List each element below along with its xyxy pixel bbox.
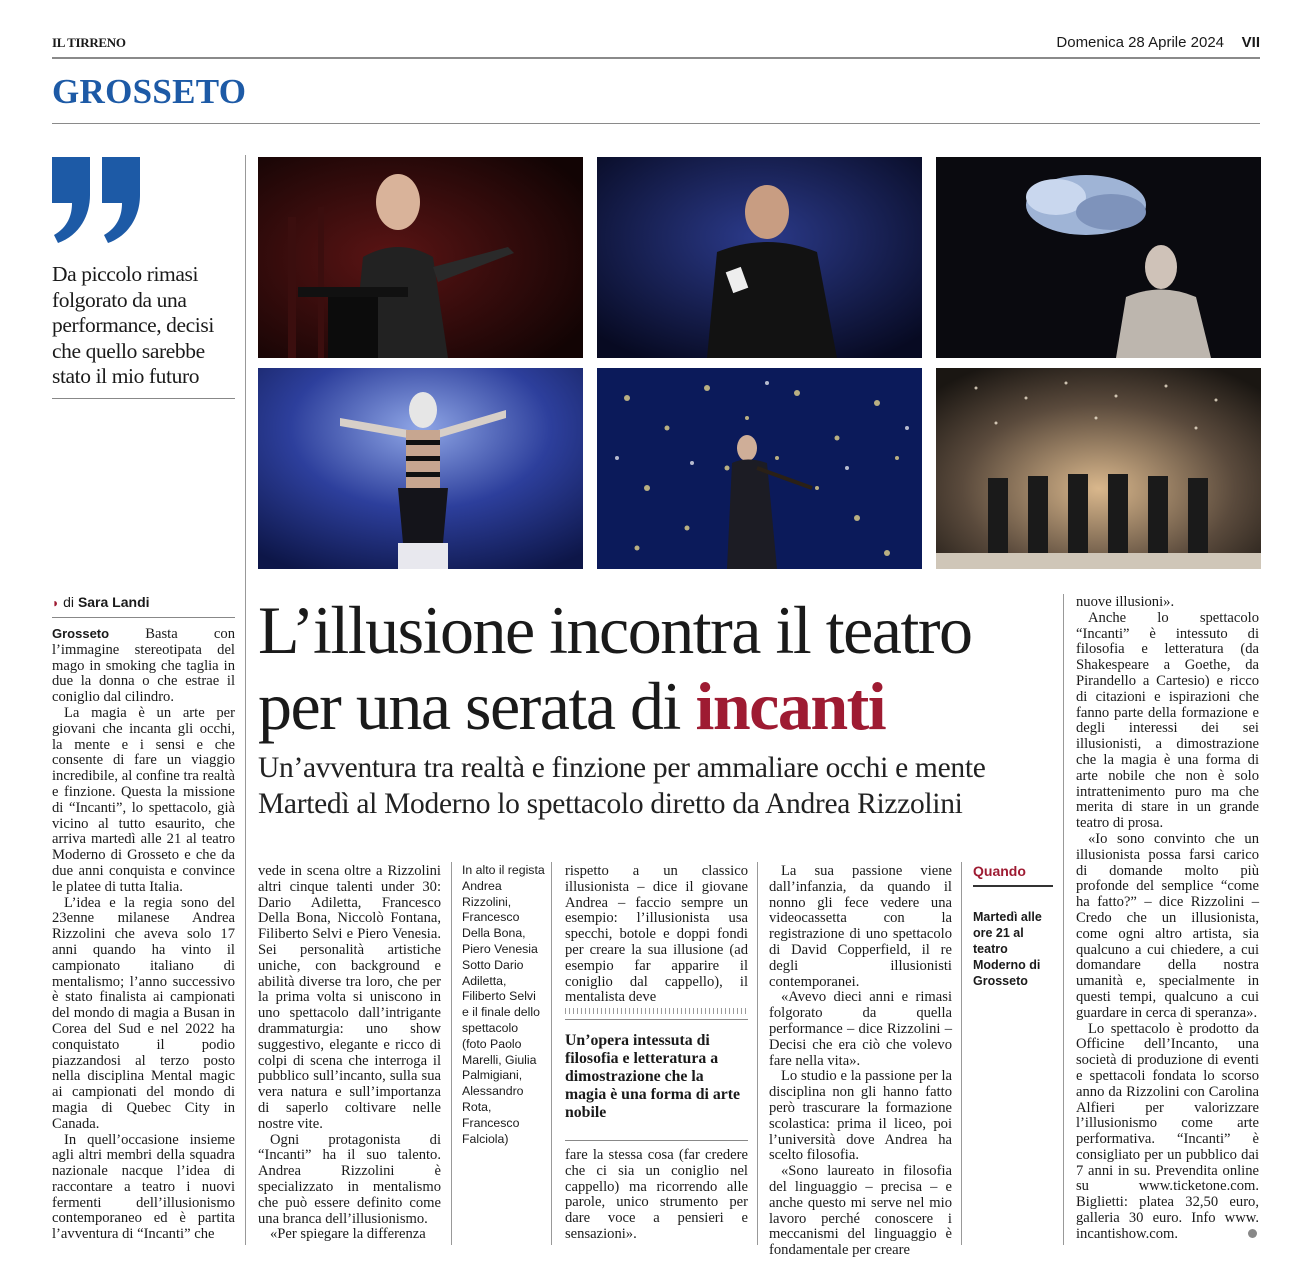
section-title: GROSSETO bbox=[52, 72, 247, 111]
subhead-divider bbox=[565, 1008, 748, 1014]
column-divider bbox=[551, 862, 552, 1245]
paragraph: rispetto a un classico illusionista – dice il giovane Andrea – faccio sempre un esempio: l’illusionista usa specchi, botole e doppi fondi per creare la sua illusione (ad esempio far apparire il coniglio dal cappello), il mentalista deve bbox=[565, 863, 748, 1006]
pull-quote: Da piccolo rimasi folgorato da una performance, decisi che quello sarebbe stato il mio futuro bbox=[52, 262, 214, 388]
byline-prefix: di bbox=[63, 594, 75, 610]
dateline: Grosseto bbox=[52, 626, 110, 641]
article-column-5 bbox=[1076, 595, 1259, 1243]
paragraph: «Per spiegare la differenza bbox=[270, 1226, 426, 1243]
paragraph: Ogni protagonista di “Incanti” ha il suo talento. Andrea Rizzolini è specializzato in mentalismo che può essere definito come una branca dell’illusionismo. bbox=[258, 1131, 441, 1227]
paragraph: La sua passione viene dall’infanzia, da quando il nonno gli fece vedere una videocassetta con la registrazione di uno spettacolo di David Copperfield, il re degli illusionisti contemporanei. bbox=[769, 863, 952, 990]
column-divider bbox=[1063, 594, 1064, 1245]
paragraph: fare la stessa cosa (far credere che ci sia un coniglio nel cappello) ma ricorrendo alle parole, unico strumento per dare voce a pensieri e sensazioni». bbox=[565, 1147, 748, 1242]
headline-line-2-prefix: per una serata di bbox=[258, 668, 696, 744]
paragraph: La magia è un arte per giovani che incanta gli occhi, la mente e i sensi e che consente di fare un viaggio incredibile, al confine tra realtà e finzione. Questa la missione di “Incanti”, lo spettacolo, già vicino al tutto esaurito, che arriva martedì alle 21 al teatro Moderno di Grosseto e che da due anni conquista e convince le platee di tutta Italia. bbox=[52, 704, 235, 895]
paragraph: «Io sono convinto che un illusionista possa farsi carico di domande molto più profonde del semplice “come ha fatto?” – dice Rizzolini – Credo che un illusionista, come ogni altro artista, sia qualcuno a cui chiedere, a cui domandare della nostra umanità e, specialmente in questi tempi, qualcuno a cui guardare in cerca di speranza». bbox=[1076, 830, 1259, 1021]
photo-adiletta bbox=[258, 368, 583, 569]
paragraph: «Sono laureato in filosofia del linguaggio – precisa – e anche questo mi serve nel mio lavoro perché conoscere i meccanismi del linguaggio è fondamentale per creare bbox=[769, 1163, 952, 1259]
paragraph: Basta con l’immagine stereotipata del mago in smoking che taglia in due la donna o che estrae il coniglio dal cilindro. bbox=[52, 626, 235, 706]
article-column-3-continued bbox=[565, 1148, 748, 1243]
headline-accent: incanti bbox=[695, 668, 886, 744]
photo-della-bona bbox=[597, 157, 922, 358]
column-divider bbox=[757, 862, 758, 1245]
page-number: VII bbox=[1241, 34, 1260, 51]
info-box-title: Quando bbox=[973, 863, 1026, 879]
article-column-4 bbox=[769, 864, 952, 1259]
photo-selvi bbox=[597, 368, 922, 569]
photo-rizzolini bbox=[258, 157, 583, 358]
headline-line-1: L’illusione incontra il teatro bbox=[258, 592, 972, 668]
masthead-logo: IL TIRRENO bbox=[52, 35, 126, 50]
section-rule bbox=[52, 123, 1260, 124]
end-of-article-icon bbox=[1248, 1229, 1257, 1238]
paragraph: Lo spettacolo è prodotto da Officine dell’Incanto, una società di produzione di eventi e spettacoli fondata lo scorso anno da Rizzolini con Carolina Alfieri per valorizzare l’illusionismo come arte performativa. “Incanti” è consigliato per un pubblico dai 7 anni in su. Prevendita online su www.ticketone.com. Biglietti: platea 32,50 euro, galleria 30 euro. Info www. incantishow.com. bbox=[1076, 1020, 1259, 1242]
paragraph: nuove illusioni». bbox=[1076, 594, 1175, 610]
deck-line-2: Martedì al Moderno lo spettacolo diretto da Andrea Rizzolini bbox=[258, 788, 963, 820]
subhead-rule bbox=[565, 1140, 748, 1141]
photo-caption: In alto il regista Andrea Rizzolini, Francesco Della Bona, Piero Venesia Sotto Dario Adiletta, Filiberto Selvi e il finale dello spettacolo (foto Paolo Marelli, Giulia Palmigiani, Alessandro Rota, Francesco Falciola) bbox=[462, 863, 545, 1146]
headline-line-2 bbox=[258, 670, 885, 742]
info-box-text: Martedì alle ore 21 al teatro Moderno di Grosseto bbox=[973, 910, 1042, 988]
subhead: Un’opera intessuta di filosofia e letteratura a dimostrazione che la magia è una forma di arte nobile bbox=[565, 1032, 741, 1121]
paragraph: «Avevo dieci anni e rimasi folgorato da quella performance – dice Rizzolini – Decisi che era ciò che volevo fare nella vita». bbox=[769, 989, 952, 1069]
photo-venesia bbox=[936, 157, 1261, 358]
paragraph: Lo studio e la passione per la disciplina non gli hanno fatto però trascurare la formazione scolastica: prima il liceo, poi l’università dove Andrea ha scelto filosofia. bbox=[769, 1068, 952, 1164]
article-column-1 bbox=[52, 626, 235, 1243]
article-column-2 bbox=[258, 864, 441, 1243]
quote-mark-icon bbox=[50, 155, 150, 245]
paragraph: vede in scena oltre a Rizzolini altri cinque talenti under 30: Dario Adiletta, Francesco Della Bona, Niccolò Fontana, Filiberto Selvi e Piero Venesia. Sei personalità artistiche uniche, con background e abilità diverse tra loro, che per la prima volta si uniscono in uno spettacolo dall’intrigante drammaturgia: uno show suggestivo, elegante e ricco di colpi di scena che interroga il pubblico sull’incanto, sulla sua vera natura e sull’importanza di saperlo coltivare nelle nostre vite. bbox=[258, 863, 441, 1132]
column-divider bbox=[245, 155, 246, 1245]
byline-rule bbox=[52, 617, 235, 618]
quote-rule bbox=[52, 398, 235, 399]
paragraph: In quell’occasione insieme agli altri membri della squadra nazionale nacque l’idea di raccontare a teatro i nuovi fermenti dell’illusionismo contemporaneo ed è partita l’avventura di “Incanti” che bbox=[52, 1131, 235, 1243]
deck-line-1: Un’avventura tra realtà e finzione per ammaliare occhi e mente bbox=[258, 752, 986, 784]
column-divider bbox=[451, 862, 452, 1245]
article-column-3 bbox=[565, 864, 748, 1006]
header-rule bbox=[52, 57, 1260, 59]
column-divider bbox=[961, 862, 962, 1245]
byline-author: Sara Landi bbox=[77, 594, 150, 610]
paragraph: Anche lo spettacolo “Incanti” è intessuto di filosofia e letteratura (da Shakespeare a Goethe, da Pirandello a Cartesio) e ricco di citazioni e ispirazioni che fanno parte della formazione e degli interessi dei sei illusionisti, a dimostrazione che la magia è una forma di arte nobile che non è solo intrattenimento puro ma che merita di stare in un grande teatro di prosa. bbox=[1076, 609, 1259, 832]
paragraph: L’idea e la regia sono del 23enne milanese Andrea Rizzolini che aveva solo 17 anni quando ha vinto il campionato italiano di mentalismo; l’anno successivo è stato finalista ai campionati del mondo di magia a Busan in Corea del Sud e nel 2022 ha conquistato il podio piazzandosi al terzo posto nella disciplina Mental magic ai campionati del mondo di magia di Quebec City in Canada. bbox=[52, 894, 235, 1132]
photo-finale bbox=[936, 368, 1261, 569]
byline-marker-icon: ◗ bbox=[52, 596, 60, 610]
issue-date: Domenica 28 Aprile 2024 bbox=[1056, 34, 1224, 51]
info-box-rule bbox=[973, 885, 1053, 887]
subhead-rule bbox=[565, 1019, 748, 1020]
byline bbox=[52, 594, 150, 610]
